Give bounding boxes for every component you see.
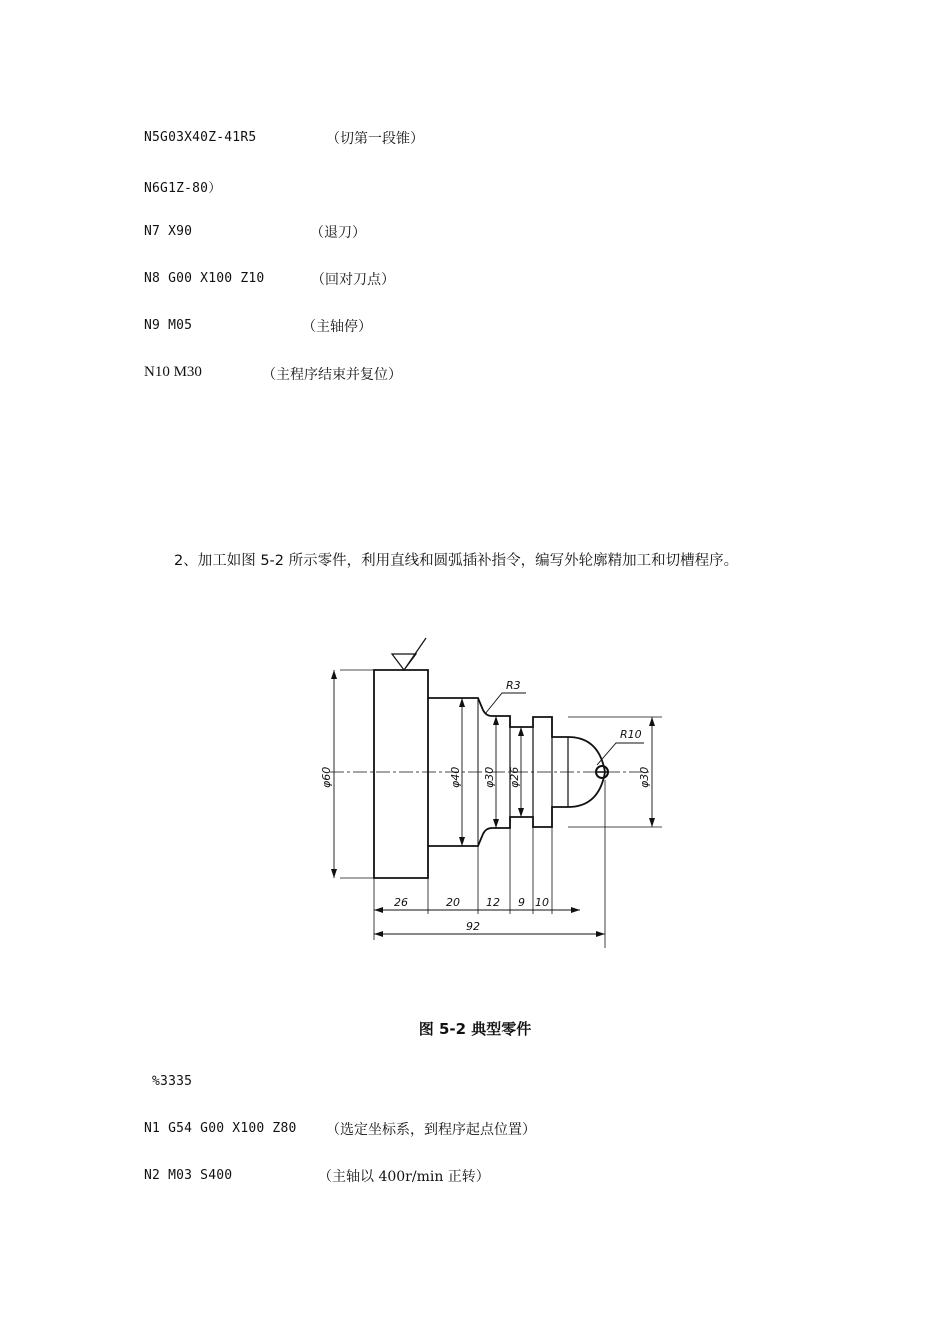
code-text: N7 X90 <box>144 224 193 239</box>
comment-text: （主轴停） <box>302 319 372 335</box>
figure-caption: 图 5-2 典型零件 <box>418 1020 532 1038</box>
comment-text: （退刀） <box>310 225 366 241</box>
comment-text: （选定坐标系，到程序起点位置） <box>326 1122 536 1138</box>
label-d30a: φ30 <box>483 766 496 788</box>
label-total: 92 <box>466 920 480 933</box>
code-text: N1 G54 G00 X100 Z80 <box>144 1121 297 1136</box>
label-r10: R10 <box>620 728 642 741</box>
label-d30b: φ30 <box>638 766 651 788</box>
label-w9: 9 <box>518 896 525 909</box>
comment-text: （主轴以 400r/min 正转） <box>318 1169 490 1185</box>
part-drawing <box>300 630 680 960</box>
comment-text: （回对刀点） <box>311 272 395 288</box>
code-text: N6G1Z-80） <box>144 181 222 196</box>
surface-finish-symbol <box>392 638 426 670</box>
label-w10: 10 <box>535 896 549 909</box>
instruction-paragraph: 2、加工如图 5-2 所示零件，利用直线和圆弧插补指令，编写外轮廓精加工和切槽程序。 <box>174 553 739 569</box>
label-r3: R3 <box>506 679 521 692</box>
label-d26: φ26 <box>508 766 521 788</box>
comment-text: （切第一段锥） <box>326 131 424 147</box>
code-text: N5G03X40Z-41R5 <box>144 130 257 145</box>
code-text: N8 G00 X100 Z10 <box>144 271 265 286</box>
code-text: N2 M03 S400 <box>144 1168 233 1183</box>
code-text: N10 M30 <box>144 364 202 380</box>
code-text: N9 M05 <box>144 318 193 333</box>
label-d60: φ60 <box>320 766 333 788</box>
label-w26: 26 <box>394 896 408 909</box>
comment-text: （主程序结束并复位） <box>262 367 402 383</box>
label-d40: φ40 <box>449 766 462 788</box>
label-w20: 20 <box>446 896 460 909</box>
label-w12: 12 <box>486 896 500 909</box>
code-text: %3335 <box>144 1074 193 1089</box>
